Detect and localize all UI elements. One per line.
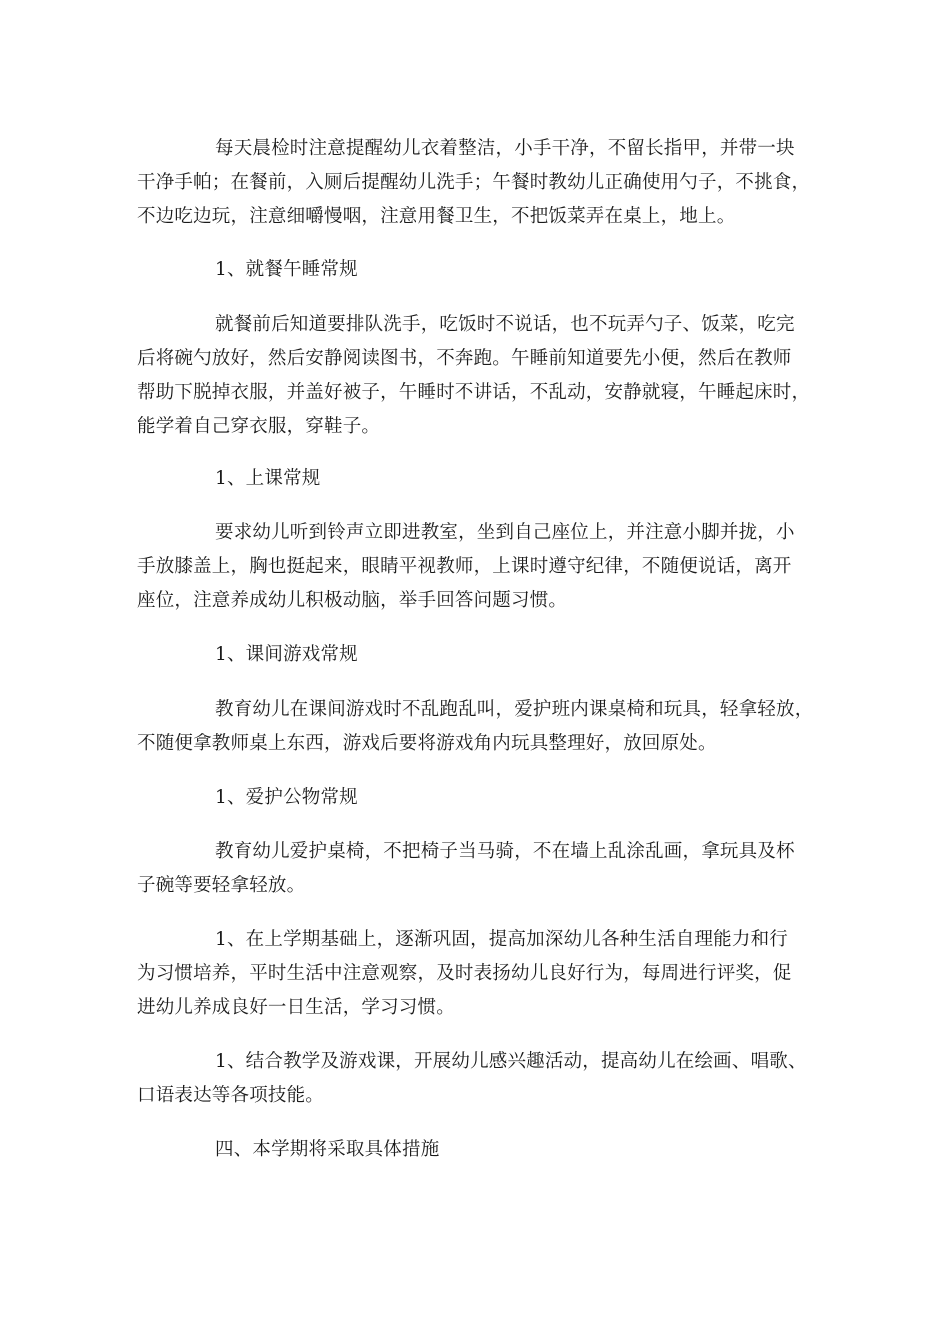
section-heading: 1、课间游戏常规	[215, 644, 358, 665]
paragraph-line: 为习惯培养，平时生活中注意观察，及时表扬幼儿良好行为，每周进行评奖，促	[137, 963, 792, 984]
paragraph-line: 后将碗勺放好，然后安静阅读图书，不奔跑。午睡前知道要先小便，然后在教师	[137, 348, 792, 369]
paragraph-line: 不随便拿教师桌上东西，游戏后要将游戏角内玩具整理好，放回原处。	[137, 733, 717, 754]
section-heading: 1、上课常规	[215, 468, 321, 489]
paragraph-line: 要求幼儿听到铃声立即进教室，坐到自己座位上，并注意小脚并拢，小	[215, 522, 795, 543]
paragraph-line: 帮助下脱掉衣服，并盖好被子，午睡时不讲话，不乱动，安静就寝，午睡起床时，	[137, 382, 811, 403]
paragraph-line: 口语表达等各项技能。	[137, 1085, 325, 1106]
paragraph-line: 能学着自己穿衣服，穿鞋子。	[137, 416, 381, 437]
paragraph-line: 1、结合教学及游戏课，开展幼儿感兴趣活动，提高幼儿在绘画、唱歌、	[215, 1051, 807, 1072]
paragraph-line: 教育幼儿爱护桌椅，不把椅子当马骑，不在墙上乱涂乱画，拿玩具及杯	[215, 841, 795, 862]
paragraph-line: 干净手帕；在餐前，入厕后提醒幼儿洗手；午餐时教幼儿正确使用勺子，不挑食，	[137, 172, 811, 193]
paragraph-line: 手放膝盖上，胸也挺起来，眼睛平视教师，上课时遵守纪律，不随便说话，离开	[137, 556, 792, 577]
paragraph-line: 1、在上学期基础上，逐渐巩固，提高加深幼儿各种生活自理能力和行	[215, 929, 788, 950]
paragraph-line: 座位，注意养成幼儿积极动脑，举手回答问题习惯。	[137, 590, 568, 611]
section-heading: 1、就餐午睡常规	[215, 259, 358, 280]
section-heading: 四、本学期将采取具体措施	[215, 1139, 440, 1160]
paragraph-line: 不边吃边玩，注意细嚼慢咽，注意用餐卫生，不把饭菜弄在桌上，地上。	[137, 206, 736, 227]
paragraph-line: 教育幼儿在课间游戏时不乱跑乱叫，爱护班内课桌椅和玩具，轻拿轻放，	[215, 699, 814, 720]
paragraph-line: 进幼儿养成良好一日生活，学习习惯。	[137, 997, 455, 1018]
paragraph-line: 就餐前后知道要排队洗手，吃饭时不说话，也不玩弄勺子、饭菜，吃完	[215, 314, 795, 335]
paragraph-line: 每天晨检时注意提醒幼儿衣着整洁，小手干净，不留长指甲，并带一块	[215, 138, 795, 159]
section-heading: 1、爱护公物常规	[215, 787, 358, 808]
paragraph-line: 子碗等要轻拿轻放。	[137, 875, 306, 896]
